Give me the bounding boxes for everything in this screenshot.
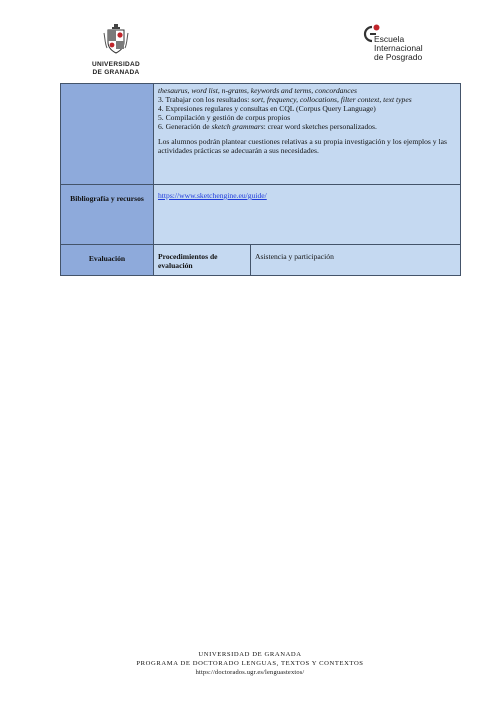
bibliography-label: Bibliografía y recursos xyxy=(70,194,144,203)
evaluation-label-cell xyxy=(61,245,154,276)
content-line: thesaurus, word list, n-grams, keywords and terms, concordances xyxy=(158,86,357,95)
footer-university: UNIVERSIDAD DE GRANADA xyxy=(198,651,302,658)
content-line: 3. Trabajar con los resultados: sort, frequency, collocations, filter context, text types xyxy=(158,95,412,104)
contents-cell xyxy=(154,84,461,185)
course-info-table xyxy=(60,83,461,276)
label-cell-empty xyxy=(61,84,154,185)
university-crest-icon xyxy=(103,24,129,54)
table-row-evaluation xyxy=(61,245,461,276)
procedure-value-cell xyxy=(251,245,461,276)
sketchengine-guide-link[interactable]: https://www.sketchengine.eu/guide/ xyxy=(158,191,267,200)
content-line: 6. Generación de sketch grammars: crear word sketches personalizados. xyxy=(158,122,377,131)
eip-logo-text: Escuela Internacional de Posgrado xyxy=(374,34,423,62)
bibliography-content-cell xyxy=(154,185,461,245)
ugr-logo xyxy=(88,24,144,76)
table-row-contents xyxy=(61,84,461,185)
bibliography-label-cell xyxy=(61,185,154,245)
ugr-logo-text: UNIVERSIDAD DE GRANADA xyxy=(91,61,141,76)
content-line: 4. Expresiones regulares y consultas en CQL (Corpus Query Language) xyxy=(158,104,376,113)
content-line: 5. Compilación y gestión de corpus propios xyxy=(158,113,291,122)
table-row-bibliography xyxy=(61,185,461,245)
procedure-label-cell xyxy=(154,245,251,276)
content-note: Los alumnos podrán plantear cuestiones relativas a su propia investigación y los ejemplos y las actividades prácticas se adecuarán a sus necesidades. xyxy=(158,137,447,155)
procedure-value: Asistencia y participación xyxy=(255,252,334,261)
footer-program: PROGRAMA DE DOCTORADO LENGUAS, TEXTOS Y CONTEXTOS xyxy=(136,660,364,667)
evaluation-label: Evaluación xyxy=(88,254,126,263)
eip-logo xyxy=(360,24,440,62)
procedure-label: Procedimientos de evaluación xyxy=(158,252,218,270)
footer-url: https://doctorados.ugr.es/lenguastextos/ xyxy=(195,669,305,676)
page-footer xyxy=(0,650,500,677)
